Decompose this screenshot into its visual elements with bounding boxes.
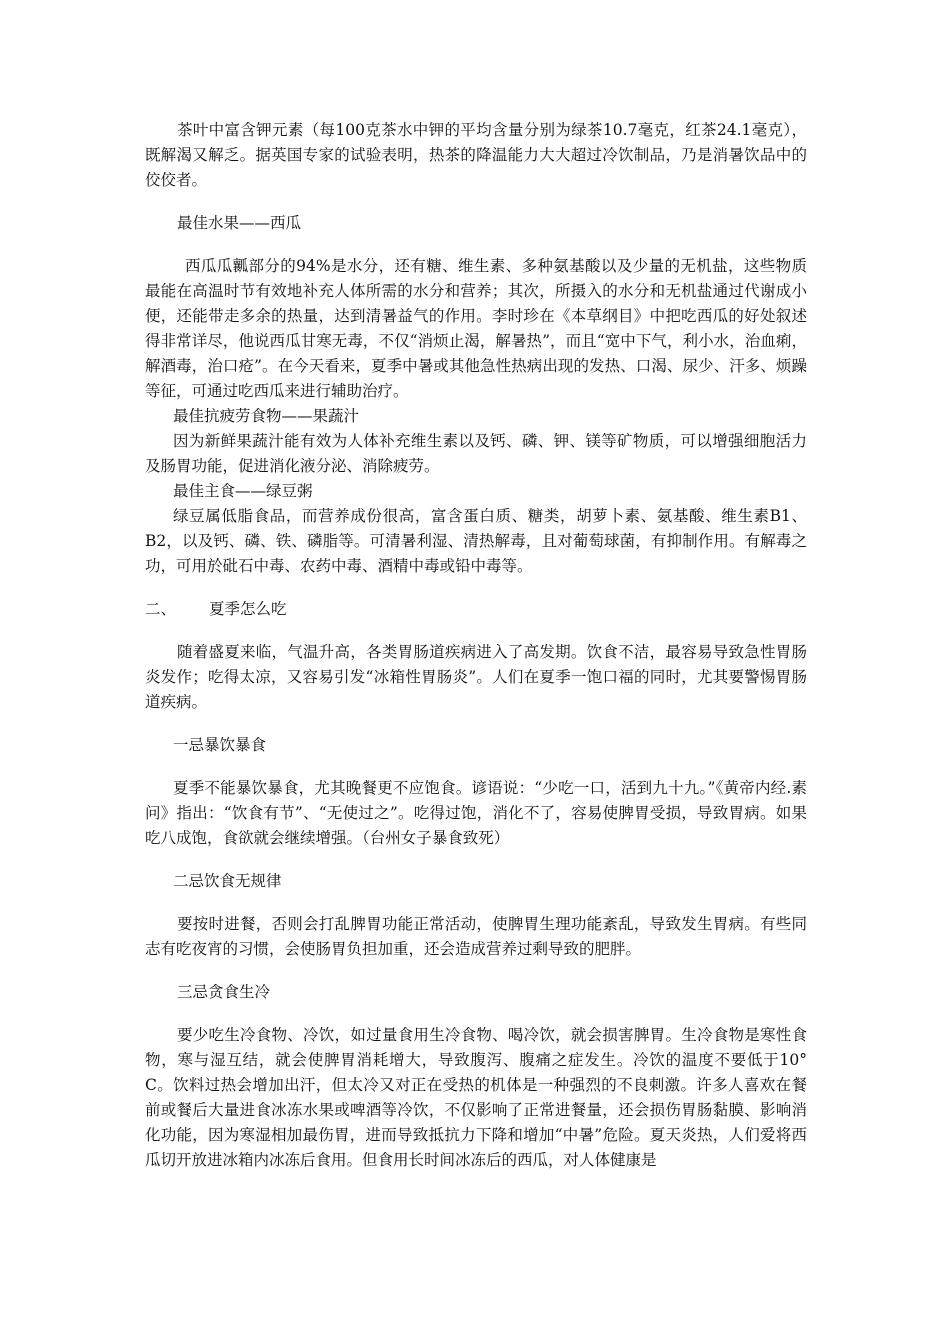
heading-taboo-2: 二忌饮食无规律 xyxy=(173,872,282,890)
paragraph-cold-food: 要少吃生冷食物、冷饮，如过量食用生冷食物、喝冷饮，就会损害脾胃。生冷食物是寒性食物，寒与湿互结，就会使脾胃消耗增大，导致腹泻、腹痛之症发生。冷饮的温度不要低于10° C。饮料过热会增加出汗，但太冷又对正在受热的机体是一种强烈的不良刺激。许多人喜欢在餐前或餐后大量进食冰冻水果或啤酒等冷饮，不仅影响了正常进餐量，还会损伤胃肠黏膜、影响消化功能，因为寒湿相加最伤胃，进而导致抵抗力下降和增加“中暑”危险。夏天炎热，人们爱将西瓜切开放进冰箱内冰冻后食用。但食用长时间冰冻后的西瓜，对人体健康是 xyxy=(145,1026,807,1169)
document-page xyxy=(145,118,807,1173)
heading-taboo-1: 一忌暴饮暴食 xyxy=(173,736,267,754)
section-number: 二、 xyxy=(145,600,177,618)
paragraph-watermelon: 西瓜瓜瓤部分的94%是水分，还有糖、维生素、多种氨基酸以及少量的无机盐，这些物质最能在高温时节有效地补充人体所需的水分和营养；其次，所摄入的水分和无机盐通过代谢成小便，还能带走多余的热量，达到清暑益气的作用。李时珍在《本草纲目》中把吃西瓜的好处叙述得非常详尽，他说西瓜甘寒无毒，不仅“消烦止渴，解暑热”，而且“宽中下气，利小水，治血痢，解酒毒，治口疮”。在今天看来，夏季中暑或其他急性热病出现的发热、口渴、尿少、汗多、烦躁等征，可通过吃西瓜来进行辅助治疗。 xyxy=(145,257,807,400)
paragraph-regular-meals: 要按时进餐，否则会打乱脾胃功能正常活动，使脾胃生理功能紊乱，导致发生胃病。有些同志有吃夜宵的习惯，会使肠胃负担加重，还会造成营养过剩导致的肥胖。 xyxy=(145,915,807,958)
paragraph-juice: 因为新鲜果蔬汁能有效为人体补充维生素以及钙、磷、钾、镁等矿物质，可以增强细胞活力及肠胃功能，促进消化液分泌、消除疲劳。 xyxy=(145,432,807,475)
paragraph-overeating: 夏季不能暴饮暴食，尤其晚餐更不应饱食。谚语说：“少吃一口，活到九十九。”《黄帝内经.素问》指出：“饮食有节”、“无使过之”。吃得过饱，消化不了，容易使脾胃受损，导致胃病。如果吃八成饱，食欲就会继续增强。（台州女子暴食致死） xyxy=(145,779,807,847)
paragraph-tea: 茶叶中富含钾元素（每100克茶水中钾的平均含量分别为绿茶10.7毫克，红茶24.1毫克），既解渴又解乏。据英国专家的试验表明，热茶的降温能力大大超过冷饮制品，乃是消暑饮品中的佼佼者。 xyxy=(145,121,807,189)
heading-anti-fatigue: 最佳抗疲劳食物——果蔬汁 xyxy=(173,407,360,425)
heading-best-fruit: 最佳水果——西瓜 xyxy=(177,214,302,232)
heading-staple-food: 最佳主食——绿豆粥 xyxy=(173,482,313,500)
heading-taboo-3: 三忌贪食生冷 xyxy=(177,983,271,1001)
paragraph-mung-bean: 绿豆属低脂食品，而营养成份很高，富含蛋白质、糖类，胡萝卜素、氨基酸、维生素B1、B2，以及钙、磷、铁、磷脂等。可清暑利湿、清热解毒，且对葡萄球菌，有抑制作用。有解毒之功，可用於砒石中毒、农药中毒、酒精中毒或铅中毒等。 xyxy=(145,507,807,575)
paragraph-intro: 随着盛夏来临，气温升高，各类胃肠道疾病进入了高发期。饮食不洁，最容易导致急性胃肠炎发作；吃得太凉，又容易引发“冰箱性胃肠炎”。人们在夏季一饱口福的同时，尤其要警惕胃肠道疾病。 xyxy=(145,643,807,711)
section-heading-summer-eating xyxy=(145,597,807,622)
section-title: 夏季怎么吃 xyxy=(209,600,287,618)
